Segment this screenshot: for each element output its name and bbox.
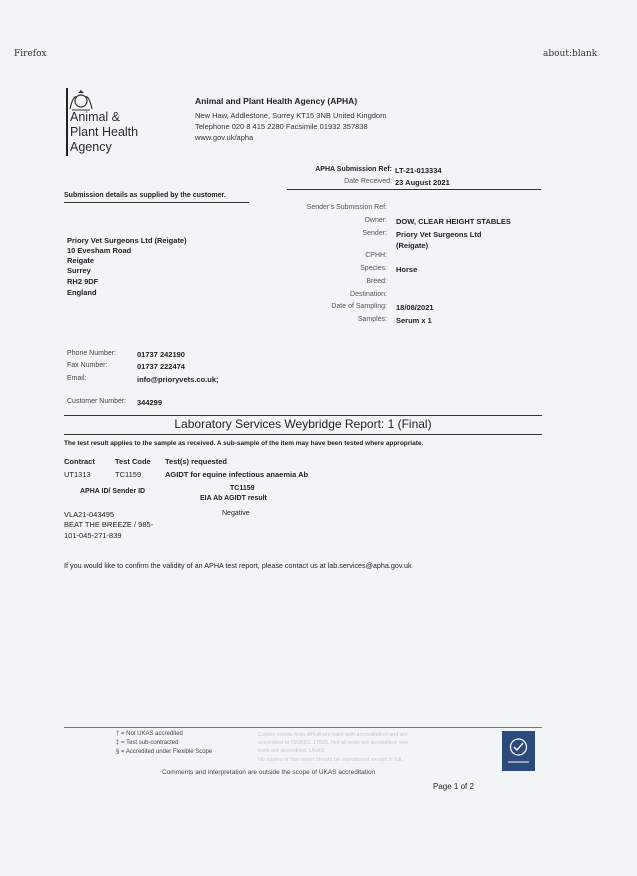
test-code-header: Test Code xyxy=(115,457,151,466)
legend-item: † = Not UKAS accredited xyxy=(116,731,183,737)
field-label: Species: xyxy=(360,265,387,272)
field-label: Samples: xyxy=(357,316,387,323)
field-label: Owner: xyxy=(364,217,387,224)
tests-header: Test(s) requested xyxy=(165,457,227,466)
sender-id: BEAT THE BREEZE / 985- xyxy=(64,520,154,529)
date-received-label: Date Received: xyxy=(344,178,392,185)
faint-footer-text: Copies results from APHA are valid with accreditation and are xyxy=(258,732,408,738)
field-label: Breed: xyxy=(366,278,387,285)
royal-crest-icon xyxy=(67,89,95,111)
browser-url: about:blank xyxy=(543,49,598,59)
field-value: Serum x 1 xyxy=(396,316,432,325)
field-label: CPHH: xyxy=(365,252,387,259)
footer-rule xyxy=(64,727,542,728)
date-received-value: 23 August 2021 xyxy=(395,178,450,187)
contract-value: UT1313 xyxy=(64,470,91,479)
agency-logo: Animal & Plant Health Agency xyxy=(70,110,139,154)
crown-tick-icon xyxy=(502,731,535,771)
report-top-rule xyxy=(64,415,542,416)
details-divider xyxy=(64,202,249,203)
agency-website: www.gov.uk/apha xyxy=(195,133,254,142)
fax-value: 01737 222474 xyxy=(137,362,185,371)
customer-address-line: Reigate xyxy=(67,256,95,265)
submission-ref-value: LT-21-013334 xyxy=(395,166,442,175)
field-value: DOW, CLEAR HEIGHT STABLES xyxy=(396,217,511,226)
field-label: Destination: xyxy=(350,291,387,298)
customer-number-value: 344299 xyxy=(137,398,163,407)
customer-address-line: England xyxy=(67,288,97,297)
sample-id: VLA21-043495 xyxy=(64,510,115,519)
page-number: Page 1 of 2 xyxy=(433,782,474,791)
ref-divider xyxy=(287,189,541,190)
faint-footer-text: accredited to ISO/IEC 17025. Not all tests are accredited; see xyxy=(258,740,409,746)
comments-note: Comments and interpretation are outside the scope of UKAS accreditation xyxy=(162,769,376,776)
phone-label: Phone Number: xyxy=(67,350,117,357)
field-label: Sender's Submission Ref: xyxy=(306,204,387,211)
browser-name: Firefox xyxy=(14,49,47,59)
field-value: (Reigate) xyxy=(396,241,429,250)
customer-address-line: Surrey xyxy=(67,266,91,275)
email-label: Email: xyxy=(67,375,87,382)
contract-header: Contract xyxy=(64,457,95,466)
legend-item: ‡ = Test sub-contracted xyxy=(116,740,179,746)
agency-address: New Haw, Addlestone, Surrey KT15 3NB United Kingdom xyxy=(195,111,387,120)
customer-address-line: RH2 9DF xyxy=(67,277,99,286)
field-label: Date of Sampling: xyxy=(331,303,387,310)
customer-address-line: 10 Evesham Road xyxy=(67,246,132,255)
phone-value: 01737 242190 xyxy=(137,350,185,359)
field-value: 18/08/2021 xyxy=(396,303,434,312)
field-label: Sender: xyxy=(362,230,387,237)
result-value: Negative xyxy=(222,510,250,517)
faint-footer-text: tests are accredited. UKAS xyxy=(258,748,325,754)
tests-value: AGIDT for equine infectious anaemia Ab xyxy=(165,470,309,479)
submission-ref-label: APHA Submission Ref: xyxy=(315,166,392,173)
field-value: Priory Vet Surgeons Ltd xyxy=(396,230,482,239)
report-title: Laboratory Services Weybridge Report: 1 (Final) xyxy=(174,417,432,431)
report-bottom-rule xyxy=(64,434,542,435)
test-code-value: TC1159 xyxy=(115,470,142,479)
sender-id-cont: 101-045-271-839 xyxy=(64,531,122,540)
legend-item: § = Accredited under Flexible Scope xyxy=(116,749,213,755)
result-code-header: TC1159 xyxy=(230,485,255,492)
details-heading: Submission details as supplied by the customer. xyxy=(64,192,226,199)
fax-label: Fax Number: xyxy=(67,362,108,369)
agency-phone: Telephone 020 8 415 2280 Facsimile 01932 357838 xyxy=(195,122,368,131)
email-value: info@prioryvets.co.uk; xyxy=(137,375,219,384)
report-note: The test result applies to the sample as received. A sub-sample of the item may have been tested where appropriate. xyxy=(64,440,424,447)
confirm-note: If you would like to confirm the validity of an APHA test report, please contact us at lab.services@apha.gov.uk xyxy=(64,561,412,570)
faint-footer-text: No copies of this report should be reproduced except in full. xyxy=(258,757,403,763)
customer-number-label: Customer Number: xyxy=(67,398,127,405)
result-header: EIA Ab AGIDT result xyxy=(200,495,267,502)
customer-address-line: Priory Vet Surgeons Ltd (Reigate) xyxy=(67,236,187,245)
agency-name: Animal and Plant Health Agency (APHA) xyxy=(195,96,358,106)
logo-rule xyxy=(66,88,68,156)
ukas-logo xyxy=(502,731,535,771)
id-header: APHA ID/ Sender ID xyxy=(80,488,146,495)
field-value: Horse xyxy=(396,265,418,274)
